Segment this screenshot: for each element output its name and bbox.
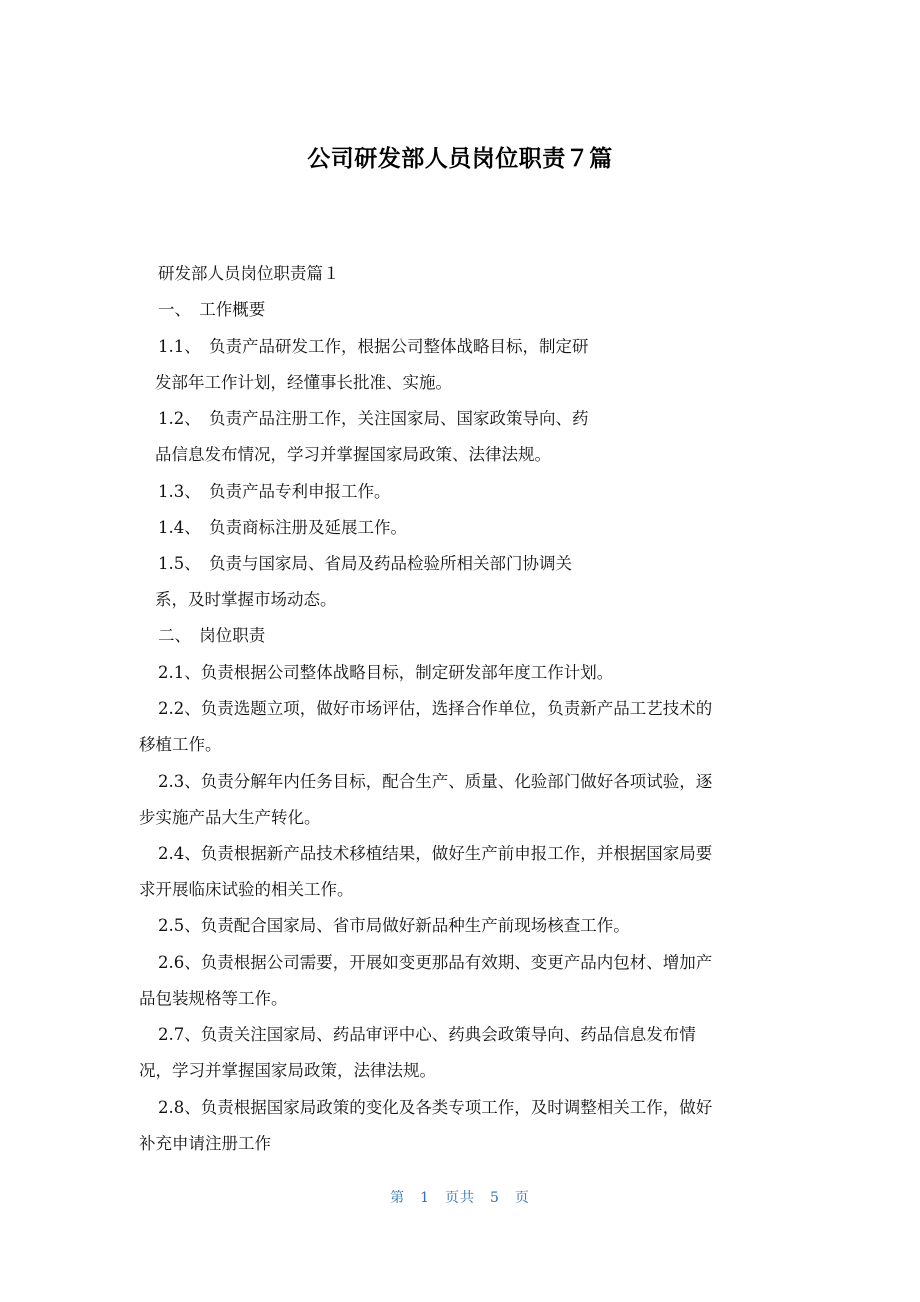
paragraph-line: 移植工作。 — [139, 735, 222, 754]
paragraph-line: 1.1、 负责产品研发工作，根据公司整体战略目标，制定研 — [158, 337, 589, 356]
paragraph-line: 2.6、负责根据公司需要，开展如变更那品有效期、变更产品内包材、增加产 — [158, 953, 713, 972]
paragraph-line: 2.7、负责关注国家局、药品审评中心、药典会政策导向、药品信息发布情 — [158, 1025, 696, 1044]
paragraph-line: 2.1、负责根据公司整体战略目标，制定研发部年度工作计划。 — [158, 663, 614, 682]
document-title: 公司研发部人员岗位职责７篇 — [307, 146, 613, 172]
paragraph-line: 2.2、负责选题立项，做好市场评估，选择合作单位，负责新产品工艺技术的 — [158, 699, 713, 718]
chapter-heading: 一、 工作概要 — [158, 300, 266, 319]
paragraph-line: 2.5、负责配合国家局、省市局做好新品种生产前现场核查工作。 — [158, 916, 630, 935]
paragraph-line: 2.8、负责根据国家局政策的变化及各类专项工作，及时调整相关工作，做好 — [158, 1098, 713, 1117]
section-heading: 研发部人员岗位职责篇１ — [158, 264, 340, 283]
paragraph-line: 1.5、 负责与国家局、省局及药品检验所相关部门协调关 — [158, 554, 572, 573]
paragraph-line: 1.4、 负责商标注册及延展工作。 — [158, 518, 407, 537]
page-number-footer: 第 1 页共 5 页 — [390, 1190, 530, 1206]
paragraph-line: 1.2、 负责产品注册工作，关注国家局、国家政策导向、药 — [158, 409, 589, 428]
paragraph-line: 品包装规格等工作。 — [139, 989, 288, 1008]
paragraph-line: 补充申请注册工作 — [139, 1134, 271, 1153]
paragraph-line: 况，学习并掌握国家局政策，法律法规。 — [139, 1061, 436, 1080]
paragraph-line: 步实施产品大生产转化。 — [139, 808, 321, 827]
paragraph-line: 系，及时掌握市场动态。 — [155, 590, 337, 609]
chapter-heading: 二、 岗位职责 — [158, 626, 266, 645]
paragraph-line: 发部年工作计划，经懂事长批准、实施。 — [155, 373, 452, 392]
paragraph-line: 品信息发布情况，学习并掌握国家局政策、法律法规。 — [155, 445, 551, 464]
paragraph-line: 2.3、负责分解年内任务目标，配合生产、质量、化验部门做好各项试验，逐 — [158, 772, 713, 791]
paragraph-line: 1.3、 负责产品专利申报工作。 — [158, 482, 391, 501]
paragraph-line: 2.4、负责根据新产品技术移植结果，做好生产前申报工作，并根据国家局要 — [158, 844, 713, 863]
paragraph-line: 求开展临床试验的相关工作。 — [139, 880, 354, 899]
